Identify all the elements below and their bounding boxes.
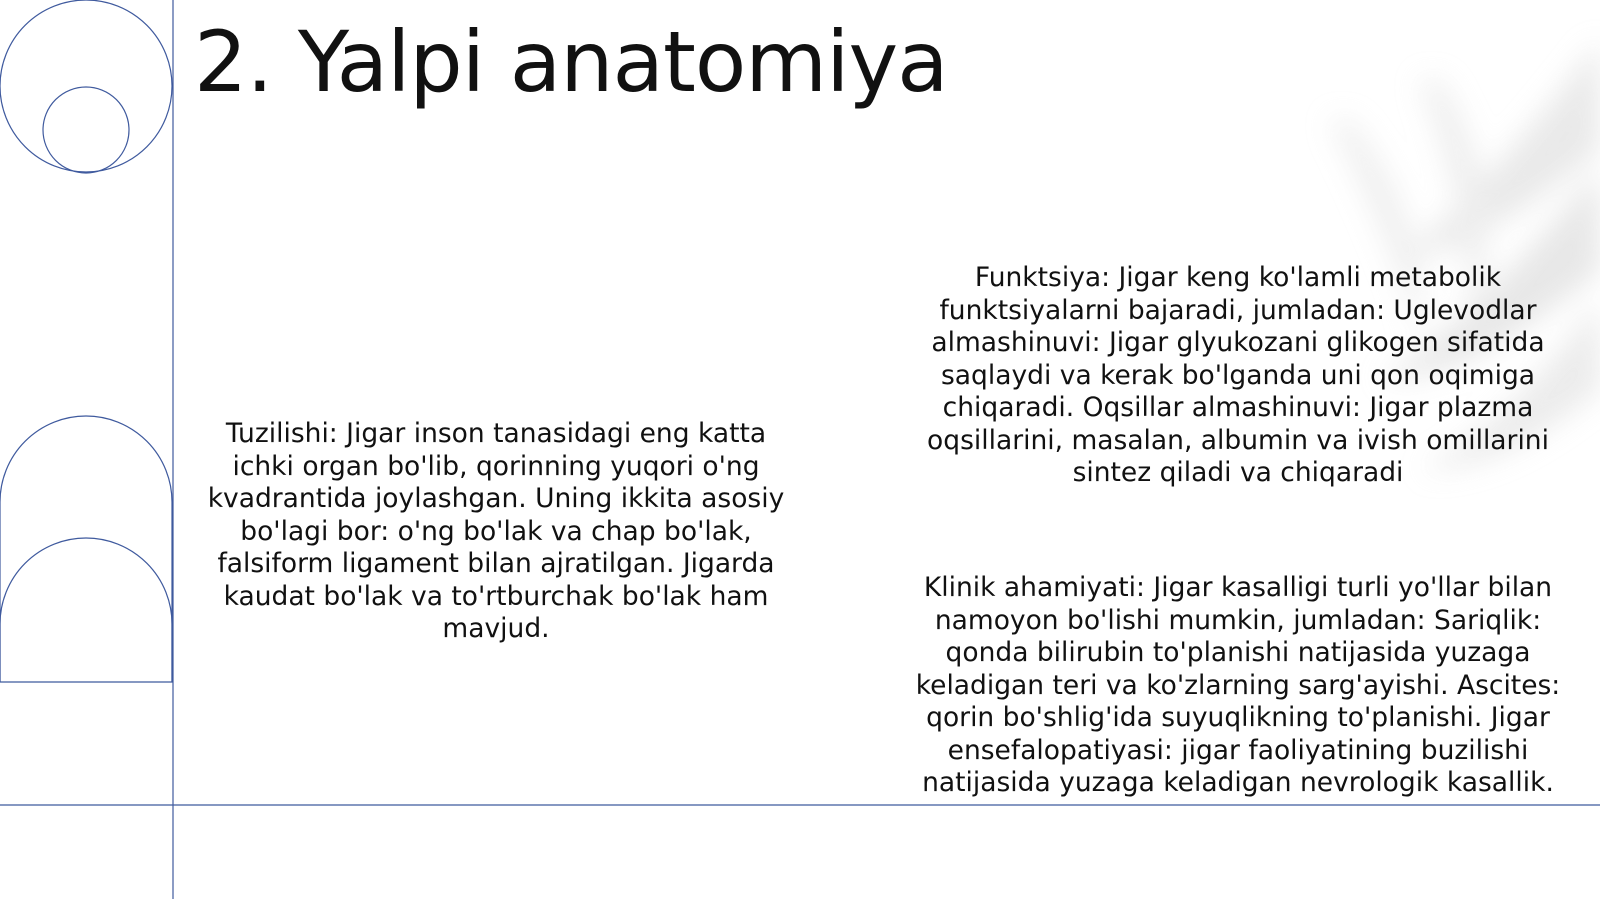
lower-arch [0, 538, 172, 682]
slide-title: 2. Yalpi anatomiya [194, 13, 948, 111]
structure-paragraph: Tuzilishi: Jigar inson tanasidagi eng katta ichki organ bo'lib, qorinning yuqori o'ng kvadrantida joylashgan. Uning ikkita asosiy bo'lagi bor: o'ng bo'lak va chap bo'lak, falsiform ligament bilan ajratilgan. Jigarda kaudat bo'lak va to'rtburchak bo'lak ham mavjud. [207, 418, 785, 644]
inner-circle [43, 87, 129, 173]
upper-arch [0, 416, 172, 682]
clinical-significance-paragraph: Klinik ahamiyati: Jigar kasalligi turli yo'llar bilan namoyon bo'lishi mumkin, jumladan: Sariqlik: qonda bilirubin to'planishi natijasida yuzaga keladigan teri va ko'zlarning sarg'ayishi. Ascites: qorin bo'shlig'ida suyuqlikning to'planishi. Jigar ensefalopatiyasi: jigar faoliyatining buzilishi natijasida yuzaga keladigan nevrologik kasallik. [915, 572, 1561, 798]
outer-circle [0, 0, 172, 172]
function-paragraph: Funktsiya: Jigar keng ko'lamli metabolik funktsiyalarni bajaradi, jumladan: Uglevodlar almashinuvi: Jigar glyukozani glikogen sifatida saqlaydi va kerak bo'lganda uni qon oqimiga chiqaradi. Oqsillar almashinuvi: Jigar plazma oqsillarini, masalan, albumin va ivish omillarini sintez qiladi va chiqaradi [927, 262, 1549, 488]
